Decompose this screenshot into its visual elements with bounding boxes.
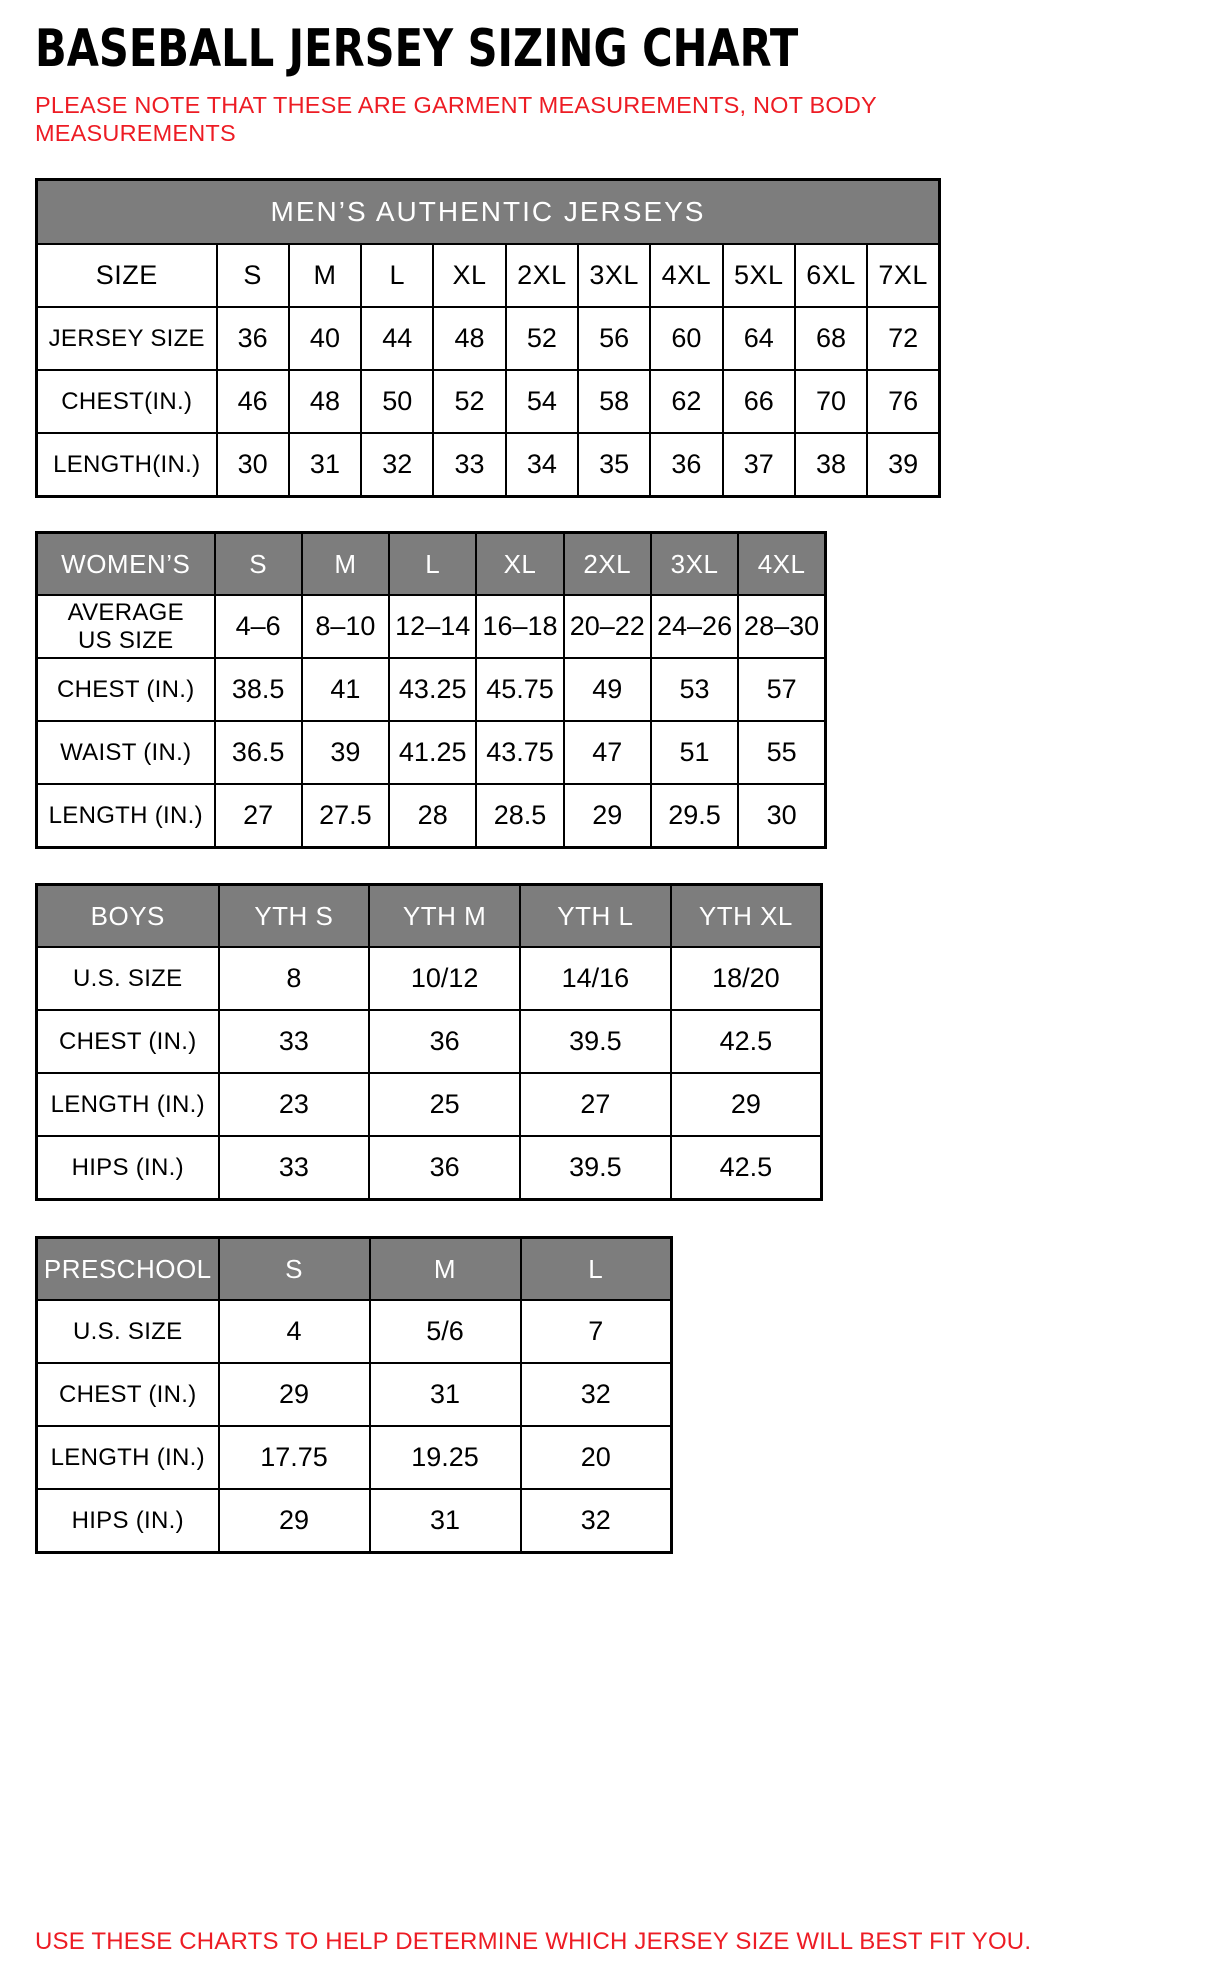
row-label: LENGTH (IN.) [37,784,215,847]
column-header: 3XL [651,532,738,595]
table-row [37,1073,822,1136]
table-cell: 20–22 [564,595,651,658]
column-header: YTH S [219,884,370,947]
table-cell: 8–10 [302,595,389,658]
column-header: 3XL [578,244,650,307]
table-cell: 39.5 [520,1136,671,1199]
row-label: HIPS (IN.) [37,1489,219,1552]
table-cell: 51 [651,721,738,784]
table-cell: 23 [219,1073,370,1136]
table-cell: 36.5 [215,721,302,784]
table-cell: 33 [433,433,505,496]
table-cell: 36 [369,1010,520,1073]
table-row [37,1300,672,1363]
table-cell: 29.5 [651,784,738,847]
garment-measurement-note: PLEASE NOTE THAT THESE ARE GARMENT MEASUREMENTS, NOT BODY MEASUREMENTS [35,91,877,147]
table-cell: 34 [506,433,578,496]
table-cell: 40 [289,307,361,370]
table-cell: 72 [867,307,939,370]
row-label: LENGTH (IN.) [37,1073,219,1136]
table-cell: 52 [506,307,578,370]
table-cell: 58 [578,370,650,433]
column-header: M [302,532,389,595]
footer-note: USE THESE CHARTS TO HELP DETERMINE WHICH JERSEY SIZE WILL BEST FIT YOU. [35,1928,1032,1955]
table-cell: 43.25 [389,658,476,721]
table-cell: 31 [370,1363,521,1426]
table-cell: 37 [723,433,795,496]
table-row [37,1010,822,1073]
boys-jerseys-section [35,883,1185,1201]
column-header: 2XL [506,244,578,307]
column-header: L [389,532,476,595]
table-cell: 4–6 [215,595,302,658]
table-cell: 76 [867,370,939,433]
column-header: 4XL [738,532,825,595]
table-cell: 39 [302,721,389,784]
table-row [37,721,826,784]
table-row [37,784,826,847]
table-cell: 45.75 [476,658,563,721]
table-row [37,1136,822,1199]
table-cell: 20 [521,1426,672,1489]
mens-sizing-table [35,178,941,498]
row-label: WOMEN’S [37,532,215,595]
preschool-jerseys-section [35,1236,1185,1554]
column-header: 7XL [867,244,939,307]
table-cell: 64 [723,307,795,370]
table-cell: 31 [289,433,361,496]
table-cell: 36 [217,307,289,370]
table-cell: 38.5 [215,658,302,721]
table-cell: 39 [867,433,939,496]
table-cell: 55 [738,721,825,784]
table-cell: 5/6 [370,1300,521,1363]
table-title: MEN’S AUTHENTIC JERSEYS [37,179,940,244]
table-row [37,1363,672,1426]
table-cell: 29 [219,1363,370,1426]
table-cell: 18/20 [671,947,822,1010]
table-cell: 44 [361,307,433,370]
table-row [37,1489,672,1552]
table-cell: 57 [738,658,825,721]
table-row [37,370,940,433]
table-cell: 33 [219,1136,370,1199]
preschool-sizing-table [35,1236,673,1554]
column-header: XL [433,244,505,307]
table-cell: 60 [650,307,722,370]
table-cell: 29 [219,1489,370,1552]
table-cell: 41.25 [389,721,476,784]
table-cell: 29 [671,1073,822,1136]
table-cell: 66 [723,370,795,433]
table-cell: 39.5 [520,1010,671,1073]
row-label: PRESCHOOL [37,1237,219,1300]
column-header: L [361,244,433,307]
column-header: S [219,1237,370,1300]
row-label: U.S. SIZE [37,947,219,1010]
table-header-row [37,244,940,307]
table-cell: 46 [217,370,289,433]
row-label: CHEST (IN.) [37,1010,219,1073]
table-cell: 31 [370,1489,521,1552]
table-cell: 28–30 [738,595,825,658]
row-label: JERSEY SIZE [37,307,217,370]
table-cell: 14/16 [520,947,671,1010]
column-header: 4XL [650,244,722,307]
table-cell: 16–18 [476,595,563,658]
row-label: WAIST (IN.) [37,721,215,784]
column-header: S [217,244,289,307]
womens-jerseys-section [35,531,1185,849]
table-cell: 36 [369,1136,520,1199]
table-cell: 38 [795,433,867,496]
row-label: LENGTH(IN.) [37,433,217,496]
table-cell: 50 [361,370,433,433]
table-title-row [37,179,940,244]
column-header: L [521,1237,672,1300]
column-header: XL [476,532,563,595]
table-row [37,433,940,496]
column-header: 5XL [723,244,795,307]
table-cell: 27 [520,1073,671,1136]
table-cell: 33 [219,1010,370,1073]
table-cell: 53 [651,658,738,721]
column-header: M [370,1237,521,1300]
table-cell: 32 [521,1489,672,1552]
table-cell: 47 [564,721,651,784]
table-cell: 52 [433,370,505,433]
mens-jerseys-section [35,178,1185,498]
table-cell: 24–26 [651,595,738,658]
row-label: U.S. SIZE [37,1300,219,1363]
table-cell: 28.5 [476,784,563,847]
column-header: M [289,244,361,307]
table-cell: 30 [217,433,289,496]
table-cell: 17.75 [219,1426,370,1489]
table-cell: 32 [521,1363,672,1426]
table-cell: 8 [219,947,370,1010]
table-cell: 35 [578,433,650,496]
table-cell: 25 [369,1073,520,1136]
row-label: SIZE [37,244,217,307]
column-header: YTH M [369,884,520,947]
table-cell: 68 [795,307,867,370]
table-row [37,1426,672,1489]
table-cell: 29 [564,784,651,847]
row-label: HIPS (IN.) [37,1136,219,1199]
row-label: CHEST (IN.) [37,1363,219,1426]
table-cell: 10/12 [369,947,520,1010]
table-cell: 41 [302,658,389,721]
table-cell: 19.25 [370,1426,521,1489]
table-cell: 48 [433,307,505,370]
table-cell: 62 [650,370,722,433]
table-cell: 7 [521,1300,672,1363]
table-cell: 4 [219,1300,370,1363]
column-header: YTH L [520,884,671,947]
table-row [37,947,822,1010]
row-label: AVERAGE US SIZE [37,595,215,658]
row-label: CHEST(IN.) [37,370,217,433]
table-cell: 42.5 [671,1010,822,1073]
table-row [37,595,826,658]
column-header: S [215,532,302,595]
table-cell: 43.75 [476,721,563,784]
column-header: 6XL [795,244,867,307]
table-cell: 48 [289,370,361,433]
table-cell: 12–14 [389,595,476,658]
row-label: CHEST (IN.) [37,658,215,721]
table-cell: 56 [578,307,650,370]
table-cell: 42.5 [671,1136,822,1199]
table-cell: 54 [506,370,578,433]
table-row [37,658,826,721]
row-label: BOYS [37,884,219,947]
table-header-row [37,1237,672,1300]
boys-sizing-table [35,883,823,1201]
table-cell: 70 [795,370,867,433]
table-cell: 27 [215,784,302,847]
table-row [37,307,940,370]
table-header-row [37,884,822,947]
column-header: 2XL [564,532,651,595]
table-cell: 32 [361,433,433,496]
column-header: YTH XL [671,884,822,947]
table-cell: 27.5 [302,784,389,847]
table-header-row [37,532,826,595]
table-cell: 36 [650,433,722,496]
womens-sizing-table [35,531,827,849]
table-cell: 30 [738,784,825,847]
table-cell: 49 [564,658,651,721]
row-label: LENGTH (IN.) [37,1426,219,1489]
table-cell: 28 [389,784,476,847]
page-title: BASEBALL JERSEY SIZING CHART [35,19,799,79]
